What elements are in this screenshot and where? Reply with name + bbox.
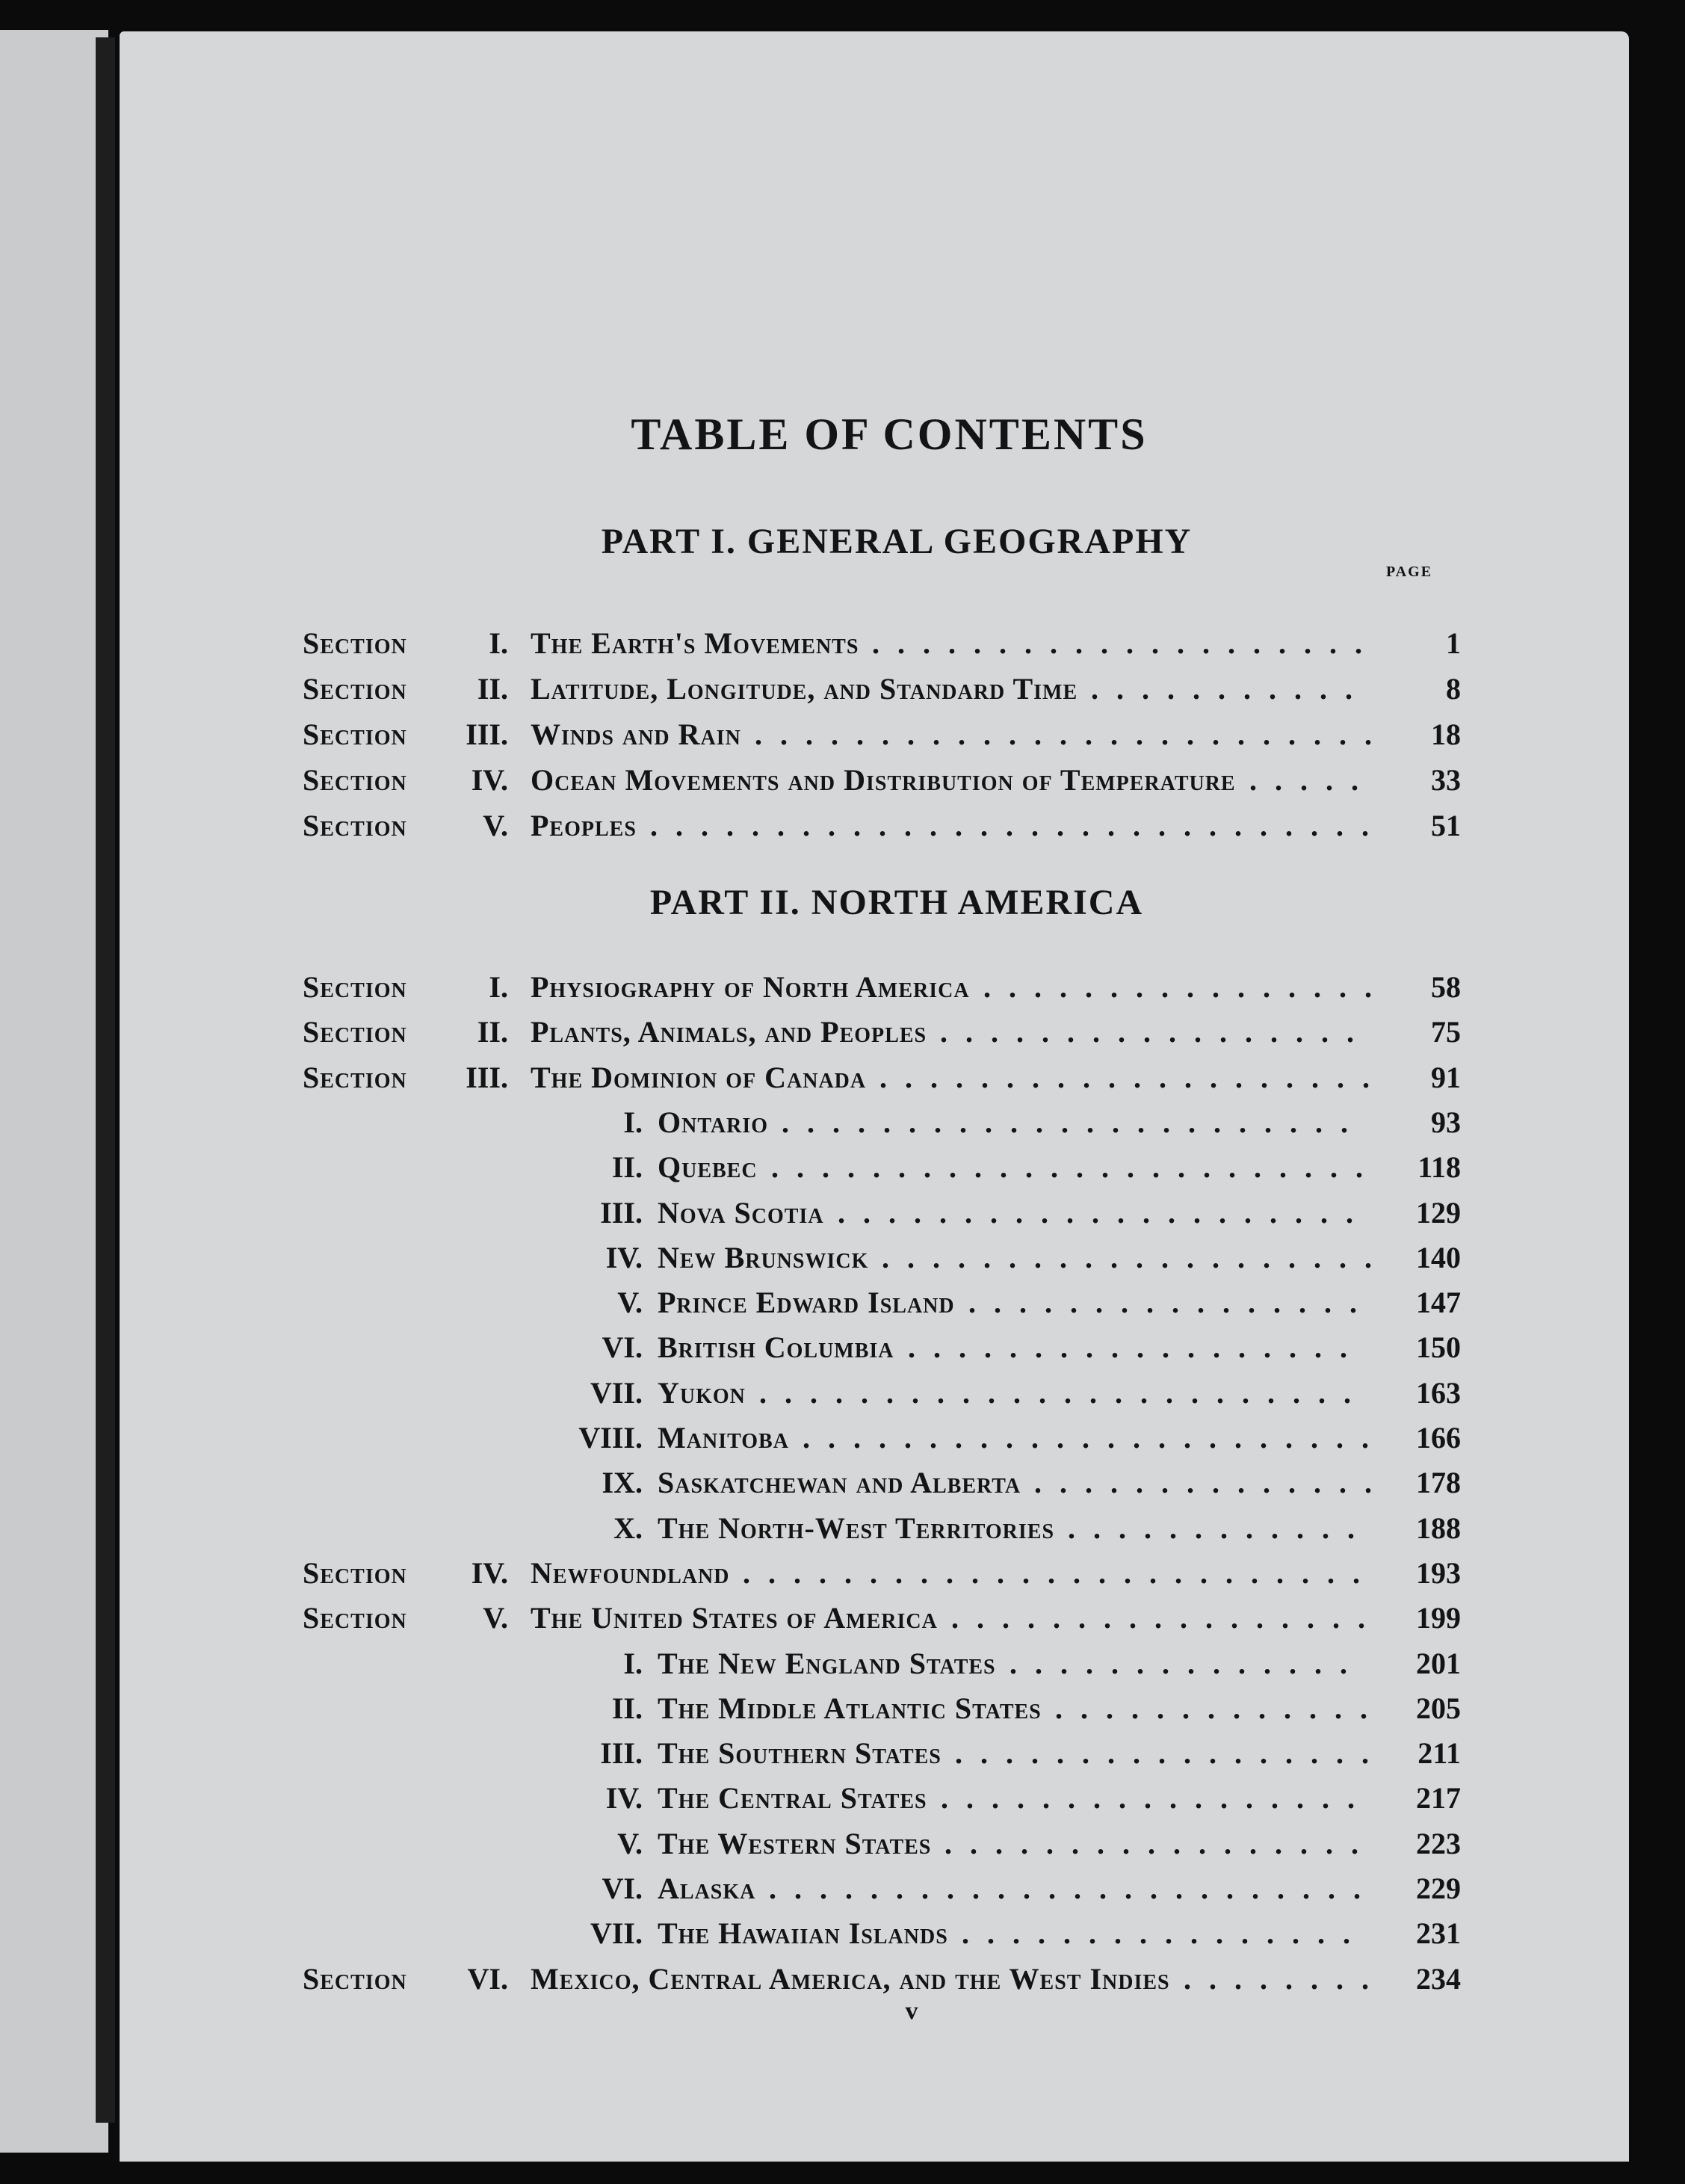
page-number: 201 (1416, 1646, 1461, 1680)
toc-entry (120, 1691, 1629, 1736)
leader-dots: .............. (1010, 1646, 1365, 1680)
toc-entry (120, 1555, 1629, 1600)
section-label: Section (303, 1601, 407, 1635)
leader-dots: ................. (941, 1781, 1373, 1816)
entry-title: Mexico, Central America, and the West Indies (531, 1961, 1170, 1996)
toc-entry (120, 1780, 1629, 1825)
entry-title: The Western States (658, 1826, 932, 1860)
leader-dots: ................. (940, 1015, 1372, 1049)
toc-entry (120, 1060, 1629, 1105)
section-numeral: III. (600, 1736, 643, 1771)
entry-title: Manitoba (658, 1421, 789, 1455)
toc-entry (120, 1646, 1629, 1691)
page-number: 211 (1417, 1736, 1461, 1771)
section-label: Section (303, 1015, 407, 1049)
leader-dots: ............. (1055, 1691, 1385, 1725)
section-numeral: VII. (590, 1375, 643, 1410)
toc-entry (120, 626, 1629, 670)
leader-dots: .................... (882, 1240, 1390, 1274)
toc-entry (120, 1826, 1629, 1871)
leader-dots: ........... (1091, 672, 1370, 706)
entry-title: Ontario (658, 1105, 769, 1139)
section-numeral: X. (613, 1511, 643, 1545)
toc-entry (120, 1014, 1629, 1059)
page-number: 166 (1416, 1421, 1461, 1455)
section-label: Section (303, 1555, 407, 1590)
page-number: 51 (1431, 809, 1461, 842)
page-number: 205 (1416, 1691, 1461, 1725)
entry-title: Saskatchewan and Alberta (658, 1466, 1021, 1500)
page-number: 234 (1416, 1961, 1461, 1996)
section-numeral: VI. (602, 1872, 643, 1905)
section-numeral: III. (600, 1195, 643, 1230)
book-spine (96, 37, 115, 2123)
page-number: 91 (1431, 1060, 1461, 1094)
entry-title: Plants, Animals, and Peoples (531, 1015, 927, 1049)
page-number: 147 (1416, 1286, 1461, 1320)
leader-dots: .................... (879, 1060, 1388, 1094)
entry-title: Prince Edward Island (658, 1286, 955, 1320)
toc-entry (120, 1465, 1629, 1510)
page-number: 223 (1416, 1826, 1461, 1860)
page-number: 188 (1416, 1511, 1461, 1545)
toc-entry (120, 1916, 1629, 1961)
page-number: 178 (1416, 1466, 1461, 1500)
section-numeral: IV. (605, 1240, 643, 1274)
leader-dots: .............. (1034, 1466, 1390, 1500)
section-numeral: V. (617, 1826, 643, 1860)
page-number: 199 (1416, 1601, 1461, 1635)
leader-dots: ................. (944, 1826, 1376, 1860)
section-label: Section (303, 809, 407, 842)
section-numeral: I. (489, 626, 508, 660)
entry-title: Yukon (658, 1375, 746, 1410)
toc-entry (120, 1195, 1629, 1240)
leader-dots: ................ (983, 970, 1390, 1004)
page-number: 118 (1417, 1150, 1461, 1185)
section-numeral: VII. (590, 1916, 643, 1951)
section-label: Section (303, 1060, 407, 1094)
page-column-header: PAGE (1386, 564, 1433, 580)
page-number: 18 (1431, 718, 1461, 751)
section-numeral: III. (466, 718, 508, 751)
leader-dots: ................. (951, 1601, 1383, 1635)
leader-dots: ............ (1068, 1511, 1373, 1545)
leader-dots: ................ (962, 1916, 1368, 1951)
toc-entry (120, 1150, 1629, 1194)
leader-dots: ..................... (838, 1195, 1371, 1230)
toc-entry (120, 762, 1629, 807)
toc-entry (120, 1330, 1629, 1375)
section-numeral: V. (483, 1601, 508, 1635)
page-number: 1 (1446, 626, 1461, 660)
part-1-heading: PART I. GENERAL GEOGRAPHY (601, 522, 1193, 561)
section-numeral: VI. (467, 1961, 508, 1996)
page-number: 33 (1431, 763, 1461, 797)
leader-dots: ....................... (782, 1105, 1366, 1139)
leader-dots: ................ (968, 1286, 1375, 1320)
entry-title: The Central States (658, 1781, 927, 1816)
entry-title: Latitude, Longitude, and Standard Time (531, 672, 1078, 706)
entry-title: The Dominion of Canada (531, 1060, 867, 1094)
section-numeral: I. (489, 970, 508, 1004)
page-number: 231 (1416, 1916, 1461, 1951)
entry-title: Nova Scotia (658, 1195, 824, 1230)
entry-title: New Brunswick (658, 1240, 869, 1274)
section-numeral: IV. (471, 763, 508, 797)
section-label: Section (303, 763, 407, 797)
section-label: Section (303, 718, 407, 751)
page-number: 193 (1416, 1555, 1461, 1590)
entry-title: The United States of America (531, 1601, 938, 1635)
entry-title: The Earth's Movements (531, 626, 859, 660)
page-folio: v (905, 1997, 918, 2025)
section-numeral: II. (477, 672, 508, 706)
toc-entry (120, 671, 1629, 716)
leader-dots: ........................ (771, 1150, 1381, 1185)
entry-title: The Hawaiian Islands (658, 1916, 948, 1951)
leader-dots: ................. (955, 1736, 1387, 1771)
section-label: Section (303, 672, 407, 706)
leader-dots: .................. (908, 1330, 1365, 1365)
leader-dots: ........ (1184, 1961, 1387, 1996)
leader-dots: ......................... (743, 1555, 1378, 1590)
entry-title: Newfoundland (531, 1555, 730, 1590)
toc-entry (120, 1240, 1629, 1285)
entry-title: The Southern States (658, 1736, 942, 1771)
toc-entry (120, 1511, 1629, 1555)
entry-title: Winds and Rain (531, 718, 741, 751)
page-number: 93 (1431, 1105, 1461, 1139)
section-numeral: V. (483, 809, 508, 842)
toc-entry (120, 717, 1629, 762)
toc-entry (120, 1600, 1629, 1645)
entry-title: The North-West Territories (658, 1511, 1055, 1545)
page-number: 58 (1431, 970, 1461, 1004)
toc-entry (120, 1285, 1629, 1330)
entry-title: The Middle Atlantic States (658, 1691, 1042, 1725)
page-number: 229 (1416, 1872, 1461, 1905)
leader-dots: ......................... (755, 718, 1390, 751)
toc-entry (120, 808, 1629, 853)
section-numeral: II. (611, 1691, 643, 1725)
toc-entry (120, 1871, 1629, 1916)
leader-dots: ........................ (769, 1872, 1379, 1905)
entry-title: Physiography of North America (531, 970, 970, 1004)
entry-title: The New England States (658, 1646, 996, 1680)
section-numeral: IV. (605, 1781, 643, 1816)
leader-dots: .................... (872, 626, 1380, 660)
toc-entry (120, 1420, 1629, 1465)
section-label: Section (303, 626, 407, 660)
toc-entry (120, 969, 1629, 1014)
page-number: 129 (1416, 1195, 1461, 1230)
section-numeral: II. (611, 1150, 643, 1185)
contents-page (120, 31, 1629, 2162)
section-numeral: V. (617, 1286, 643, 1320)
page-number: 163 (1416, 1375, 1461, 1410)
section-numeral: II. (477, 1015, 508, 1049)
entry-title: Peoples (531, 809, 637, 842)
leader-dots: ..... (1249, 763, 1376, 797)
leader-dots: ....................... (803, 1421, 1387, 1455)
leader-dots: ............................. (650, 809, 1387, 842)
page-number: 8 (1446, 672, 1461, 706)
toc-entry (120, 1105, 1629, 1150)
section-numeral: IX. (602, 1466, 643, 1500)
page-number: 150 (1416, 1330, 1461, 1365)
toc-entry (120, 1736, 1629, 1780)
section-label: Section (303, 970, 407, 1004)
section-numeral: I. (623, 1646, 643, 1680)
page-number: 75 (1431, 1015, 1461, 1049)
section-label: Section (303, 1961, 407, 1996)
entry-title: Ocean Movements and Distribution of Temperature (531, 763, 1236, 797)
entry-title: Alaska (658, 1872, 756, 1905)
facing-page-edge (0, 30, 108, 2153)
leader-dots: ........................ (759, 1375, 1369, 1410)
section-numeral: VI. (602, 1330, 643, 1365)
page-title: TABLE OF CONTENTS (631, 410, 1148, 459)
entry-title: British Columbia (658, 1330, 894, 1365)
page-number: 140 (1416, 1240, 1461, 1274)
section-numeral: IV. (471, 1555, 508, 1590)
section-numeral: I. (623, 1105, 643, 1139)
page-number: 217 (1416, 1781, 1461, 1816)
section-numeral: III. (466, 1060, 508, 1094)
part-2-heading: PART II. NORTH AMERICA (649, 883, 1144, 922)
section-numeral: VIII. (578, 1421, 643, 1455)
toc-entry (120, 1375, 1629, 1420)
entry-title: Quebec (658, 1150, 758, 1185)
